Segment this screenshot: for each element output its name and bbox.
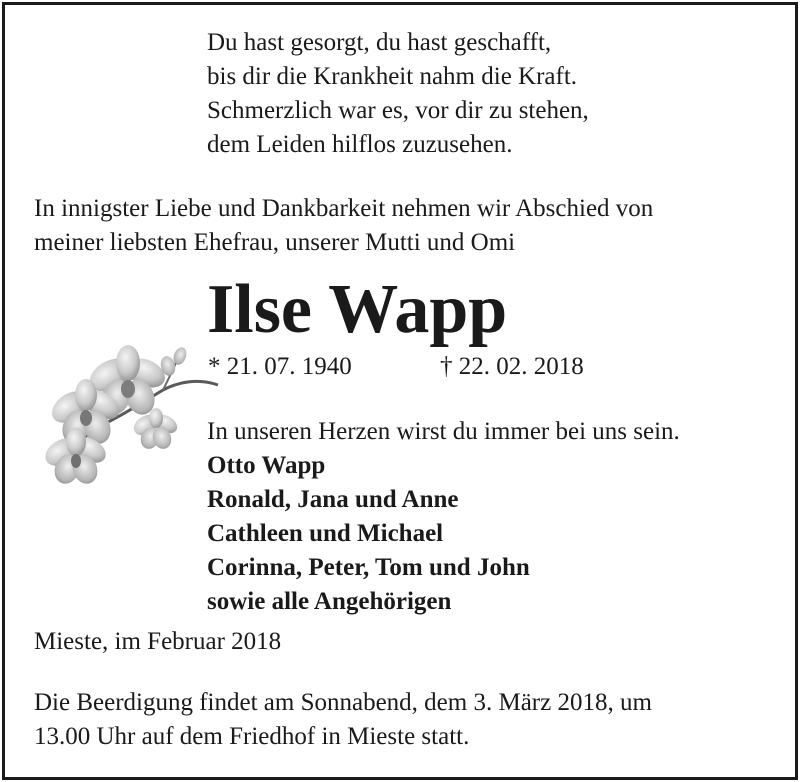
funeral-info [34, 686, 652, 754]
funeral-line: 13.00 Uhr auf dem Friedhof in Mieste statt. [34, 723, 470, 750]
poem-line: bis dir die Krankheit nahm die Kraft. [207, 63, 578, 90]
farewell-intro [34, 192, 653, 260]
heart-message: In unseren Herzen wirst du immer bei uns sein. [207, 418, 680, 445]
mourner-name: sowie alle Angehörigen [207, 588, 452, 615]
poem-line: Du hast gesorgt, du hast geschafft, [207, 29, 552, 56]
poem-line: Schmerzlich war es, vor dir zu stehen, [207, 97, 589, 124]
mourner-name: Otto Wapp [207, 452, 326, 479]
intro-line: meiner liebsten Ehefrau, unserer Mutti und Omi [34, 229, 516, 256]
death-date: † 22. 02. 2018 [440, 353, 584, 380]
poem-line: dem Leiden hilflos zuzusehen. [207, 131, 513, 158]
funeral-line: Die Beerdigung findet am Sonnabend, dem 3. März 2018, um [34, 689, 652, 716]
mourners-list [207, 449, 530, 619]
birth-date: * 21. 07. 1940 [208, 353, 352, 380]
mourner-name: Corinna, Peter, Tom und John [207, 554, 530, 581]
intro-line: In innigster Liebe und Dankbarkeit nehmen wir Abschied von [34, 195, 654, 222]
mourner-name: Ronald, Jana und Anne [207, 486, 459, 513]
mourner-name: Cathleen und Michael [207, 520, 444, 547]
place-date: Mieste, im Februar 2018 [34, 628, 282, 655]
orchid-icon [28, 330, 228, 500]
memorial-poem [207, 26, 589, 162]
deceased-name: Ilse Wapp [207, 271, 508, 348]
